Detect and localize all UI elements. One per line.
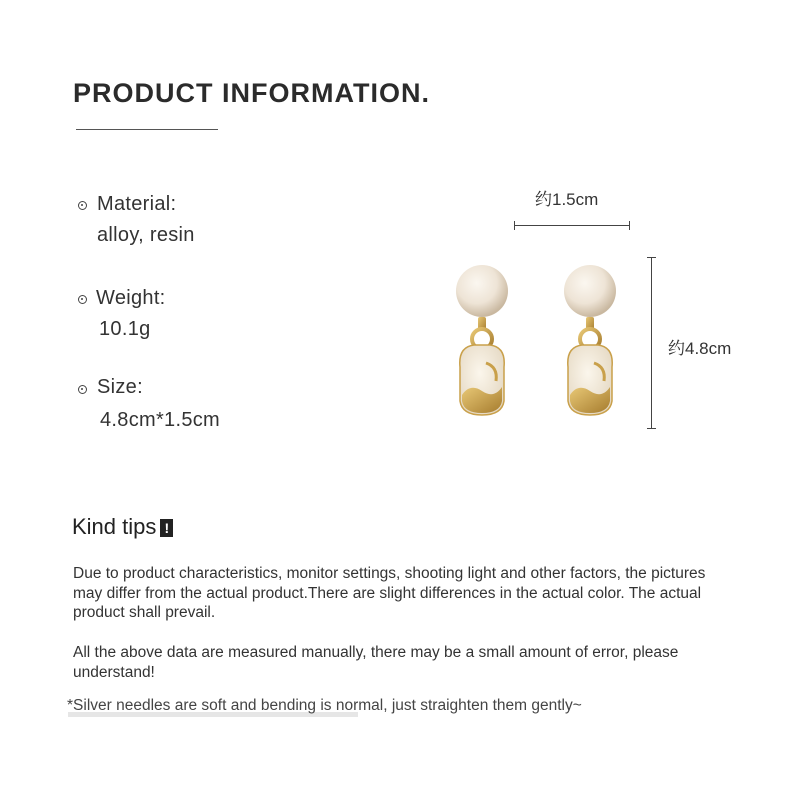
weight-label: Weight: — [96, 287, 166, 309]
width-dimension-tick-right — [629, 221, 630, 230]
silver-needle-note: *Silver needles are soft and bending is normal, just straighten them gently~ — [67, 697, 582, 714]
tips-paragraph-2: All the above data are measured manually, there may be a small amount of error, please understand! — [73, 644, 679, 681]
height-dimension-tick-top — [647, 257, 656, 258]
kind-tips-label: Kind tips — [72, 514, 157, 539]
height-dimension-label: 约4.8cm — [668, 339, 732, 358]
height-dimension-tick-bottom — [647, 428, 656, 429]
width-dimension-label: 约1.5cm — [535, 190, 599, 209]
tips-paragraph-1: Due to product characteristics, monitor settings, shooting light and other factors, the pictures may differ from the actual product.There are slight differences in the actual color. The actual product shall prevail. — [73, 565, 706, 621]
height-dimension-line — [651, 257, 652, 429]
left-earring — [456, 265, 508, 415]
width-dimension-line — [514, 225, 630, 226]
size-value: 4.8cm*1.5cm — [100, 409, 221, 431]
weight-value: 10.1g — [99, 318, 151, 340]
kind-tips-heading — [72, 514, 173, 540]
size-bullet-icon — [78, 385, 87, 394]
material-bullet-icon — [78, 201, 87, 210]
material-label: Material: — [97, 193, 177, 215]
material-value: alloy, resin — [97, 224, 195, 246]
title-underline — [76, 129, 218, 130]
warning-icon: ! — [160, 519, 173, 537]
width-dimension-tick-left — [514, 221, 515, 230]
size-label: Size: — [97, 376, 143, 398]
right-earring — [564, 265, 616, 415]
weight-bullet-icon — [78, 295, 87, 304]
earrings-image — [440, 255, 640, 425]
page-title: PRODUCT INFORMATION. — [73, 78, 430, 108]
